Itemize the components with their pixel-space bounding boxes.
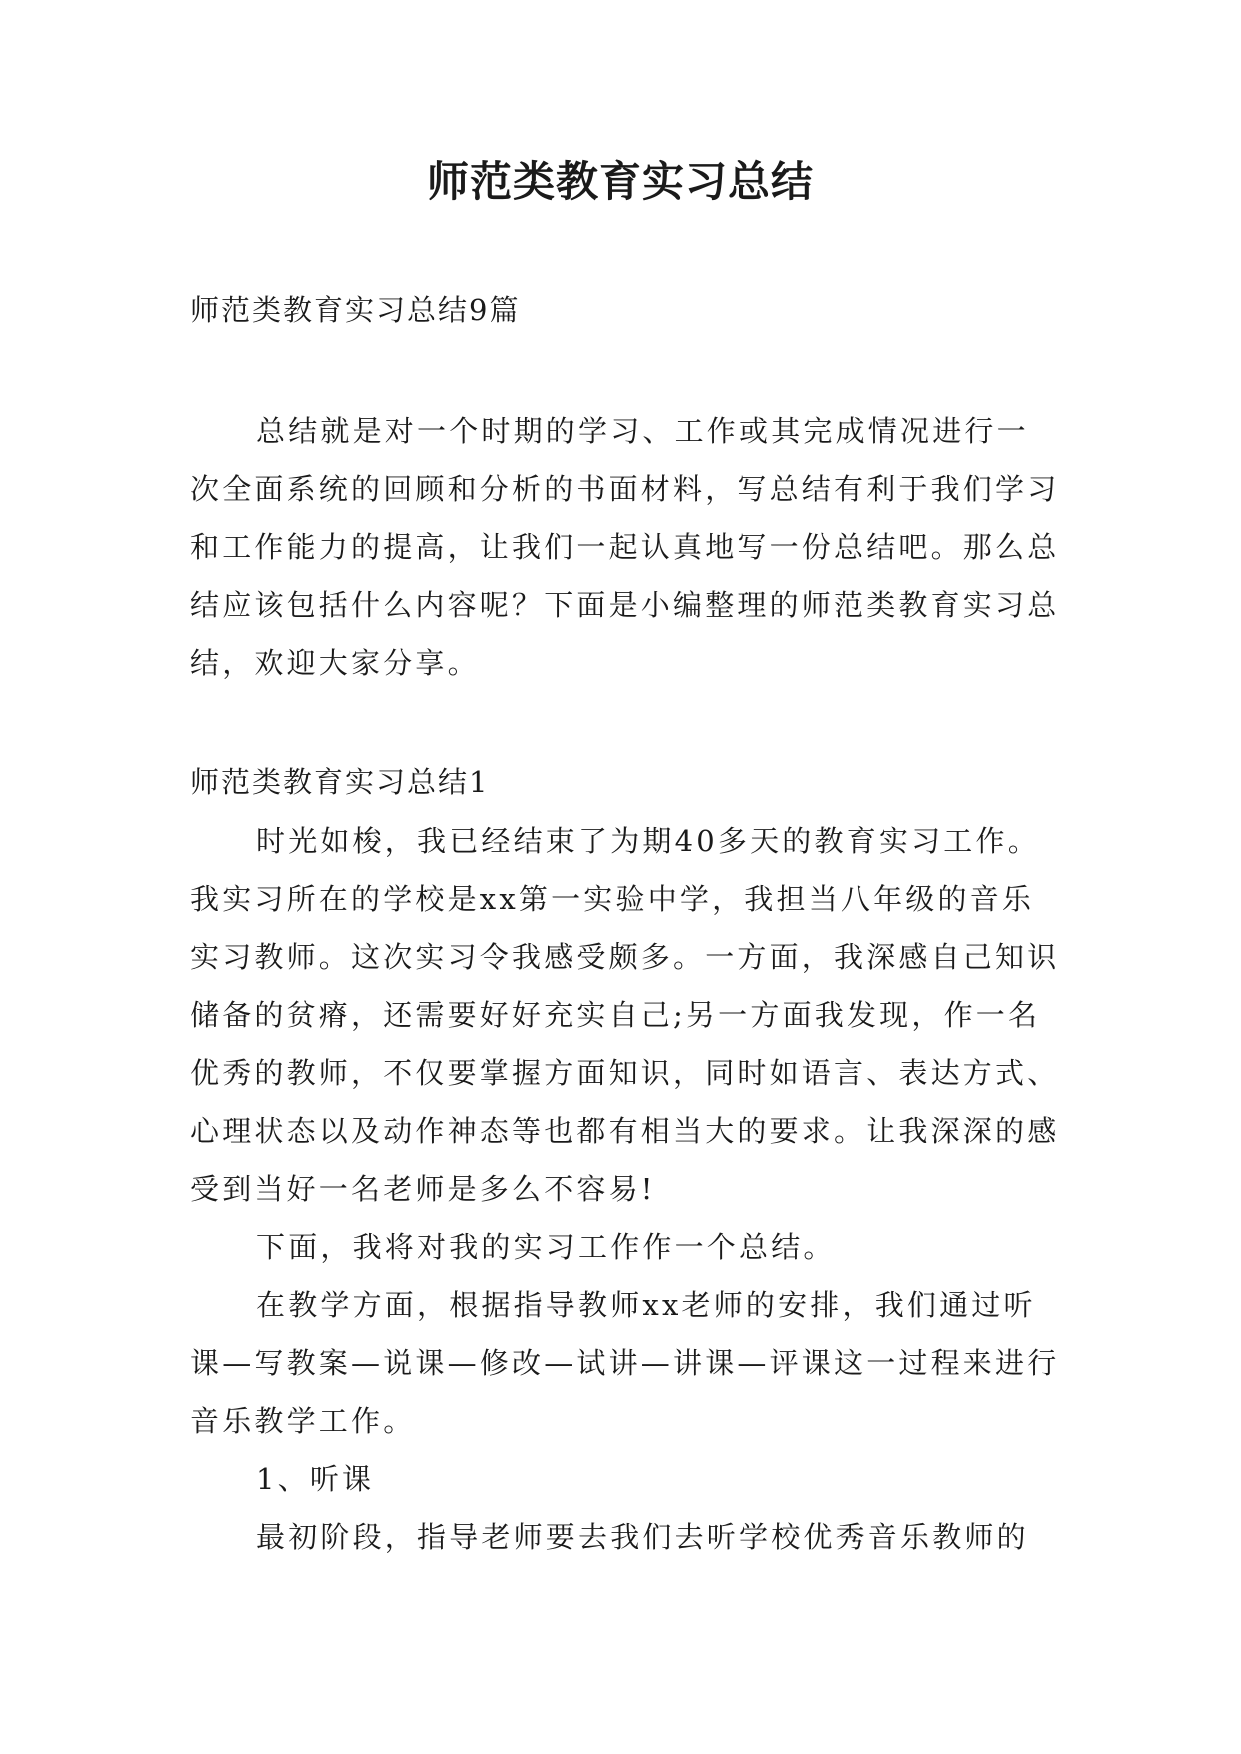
body-paragraph: 时光如梭，我已经结束了为期40多天的教育实习工作。我实习所在的学校是xx第一实验中学，我担当八年级的音乐实习教师。这次实习令我感受颇多。一方面，我深感自己知识储备的贫瘠，还需要好好充实自己;另一方面我发现，作一名优秀的教师，不仅要掌握方面知识，同时如语言、表达方式、心理状态以及动作神态等也都有相当大的要求。让我深深的感受到当好一名老师是多么不容易! <box>190 824 1060 1206</box>
intro-paragraph-block <box>190 402 1060 692</box>
document-subtitle: 师范类教育实习总结9篇 <box>190 293 521 327</box>
section-heading: 师范类教育实习总结1 <box>190 765 490 799</box>
list-heading: 1、听课 <box>256 1462 375 1496</box>
section-body <box>190 812 1060 1566</box>
document-title: 师范类教育实习总结 <box>426 157 814 206</box>
body-paragraph: 最初阶段，指导老师要去我们去听学校优秀音乐教师的 <box>256 1520 1029 1554</box>
intro-paragraph: 总结就是对一个时期的学习、工作或其完成情况进行一次全面系统的回顾和分析的书面材料，写总结有利于我们学习和工作能力的提高，让我们一起认真地写一份总结吧。那么总结应该包括什么内容呢？下面是小编整理的师范类教育实习总结，欢迎大家分享。 <box>190 414 1060 680</box>
body-paragraph: 下面，我将对我的实习工作作一个总结。 <box>256 1230 836 1264</box>
body-paragraph: 在教学方面，根据指导教师xx老师的安排，我们通过听课—写教案—说课—修改—试讲—讲课—评课这一过程来进行音乐教学工作。 <box>190 1288 1060 1438</box>
